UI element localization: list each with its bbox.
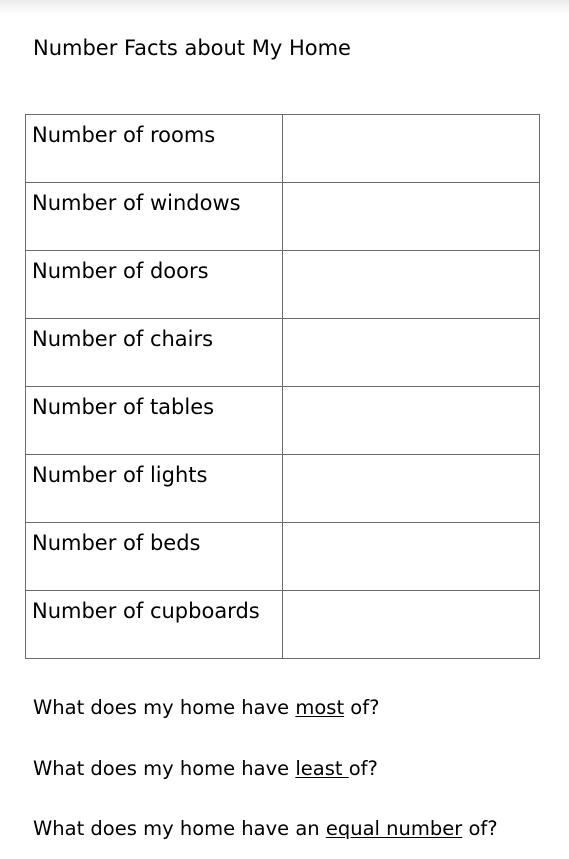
table-row xyxy=(26,591,540,659)
row-label-cell xyxy=(26,387,283,455)
answer-cell[interactable] xyxy=(283,591,540,659)
page-top-shadow xyxy=(0,0,569,16)
question-least xyxy=(33,756,378,782)
question-prefix: What does my home have an xyxy=(33,817,326,840)
table-row xyxy=(26,183,540,251)
answer-cell[interactable] xyxy=(283,115,540,183)
answer-cell[interactable] xyxy=(283,523,540,591)
question-prefix: What does my home have xyxy=(33,696,296,719)
answer-cell[interactable] xyxy=(283,455,540,523)
row-label-cell xyxy=(26,523,283,591)
row-label-cell xyxy=(26,319,283,387)
question-suffix: of? xyxy=(344,696,380,719)
answer-cell[interactable] xyxy=(283,251,540,319)
question-keyword: most xyxy=(295,696,345,719)
question-suffix: of? xyxy=(348,757,378,780)
row-label: Number of rooms xyxy=(32,123,216,147)
answer-cell[interactable] xyxy=(283,387,540,455)
table-row xyxy=(26,523,540,591)
row-label: Number of tables xyxy=(32,395,215,419)
row-label-cell xyxy=(26,183,283,251)
row-label-cell xyxy=(26,251,283,319)
question-keyword: least xyxy=(295,757,349,780)
row-label: Number of beds xyxy=(32,531,201,555)
table-row xyxy=(26,455,540,523)
question-equal-number xyxy=(33,816,498,842)
table-row xyxy=(26,115,540,183)
question-most xyxy=(33,695,379,721)
table-row xyxy=(26,319,540,387)
row-label: Number of lights xyxy=(32,463,208,487)
row-label: Number of windows xyxy=(32,191,241,215)
table-row xyxy=(26,251,540,319)
facts-table xyxy=(25,114,540,659)
page-title: Number Facts about My Home xyxy=(33,36,351,60)
answer-cell[interactable] xyxy=(283,319,540,387)
row-label-cell xyxy=(26,591,283,659)
question-prefix: What does my home have xyxy=(33,757,296,780)
table-row xyxy=(26,387,540,455)
question-keyword: equal number xyxy=(325,817,463,840)
row-label: Number of chairs xyxy=(32,327,214,351)
answer-cell[interactable] xyxy=(283,183,540,251)
row-label-cell xyxy=(26,455,283,523)
row-label: Number of doors xyxy=(32,259,209,283)
row-label: Number of cupboards xyxy=(32,599,260,623)
row-label-cell xyxy=(26,115,283,183)
question-suffix: of? xyxy=(462,817,498,840)
